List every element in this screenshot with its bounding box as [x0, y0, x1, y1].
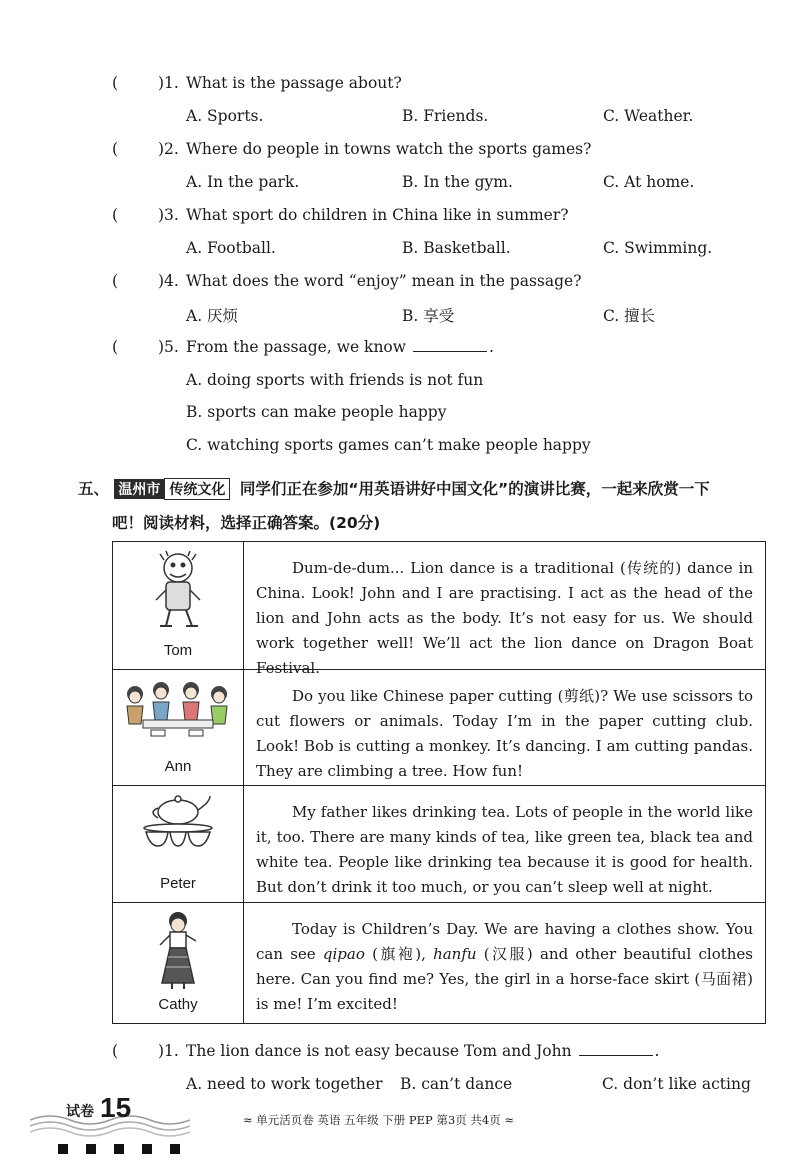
passage-text: Dum-de-dum... Lion dance is a traditional (传统的) dance in China. Look! John and I are practising. I act as the head of the lion and John acts as the body. It’s not easy for us. We should work together well! We’ll act the lion dance on Dragon Boat Festival. [256, 559, 753, 677]
question-text: Where do people in towns watch the sports games? [186, 140, 592, 158]
picture-cell [113, 670, 244, 785]
speaker-name: Tom [163, 642, 193, 659]
answer-paren: ( [112, 206, 119, 224]
option-c: C. don’t like acting [602, 1075, 751, 1093]
picture-cell [113, 903, 244, 1023]
answer-paren: ( [112, 272, 119, 290]
picture-cell [113, 542, 244, 669]
passage-text: Do you like Chinese paper cutting (剪纸)? We use scissors to cut flowers or animals. Today I’m in the paper cutting club. Look! Bob is cutting a monkey. It’s dancing. I am cutting pandas. They are climbing a tree. How fun! [256, 687, 753, 780]
section-heading [78, 477, 710, 500]
option-b: B. 享受 [402, 307, 455, 325]
speaker-name: Peter [160, 875, 196, 892]
table-row [113, 542, 765, 677]
speaker-name: Cathy [158, 996, 198, 1013]
option-b: B. In the gym. [402, 173, 513, 191]
option-a: A. doing sports with friends is not fun [186, 371, 484, 389]
city-tag: 温州市 [114, 479, 164, 499]
question-number: )4. [158, 272, 179, 290]
question-number: )2. [158, 140, 179, 158]
section-intro-line2: 吧！阅读材料，选择正确答案。(20分) [112, 514, 381, 532]
answer-blank[interactable] [413, 338, 487, 352]
table-row [113, 786, 765, 903]
teapot-illustration [138, 794, 218, 854]
option-c: C. Swimming. [603, 239, 713, 257]
question-text: From the passage, we know [186, 338, 407, 356]
question-number: )5. [158, 338, 179, 356]
answer-paren: ( [112, 1042, 119, 1060]
question-end: . [488, 338, 494, 356]
question-text: What is the passage about? [186, 74, 402, 92]
hanfu-term: hanfu [433, 945, 477, 963]
marker-square [170, 1144, 180, 1154]
footer-label: 试卷 [66, 1103, 94, 1119]
option-a: A. Sports. [186, 107, 264, 125]
marker-square [142, 1144, 152, 1154]
culture-tag: 传统文化 [164, 478, 230, 500]
section-intro: 同学们正在参加“用英语讲好中国文化”的演讲比赛，一起来欣赏一下 [239, 480, 710, 498]
question-text: What sport do children in China like in summer? [186, 206, 569, 224]
option-c: C. At home. [603, 173, 695, 191]
lion-dance-illustration [148, 550, 208, 632]
option-a: A. Football. [186, 239, 276, 257]
option-c: C. Weather. [603, 107, 694, 125]
footer-info: ≈ 单元活页卷 英语 五年级 下册 PEP 第3页 共4页 ≈ [243, 1113, 515, 1127]
answer-paren: ( [112, 338, 119, 356]
question-number: )3. [158, 206, 179, 224]
option-a: A. 厌烦 [186, 307, 239, 325]
table-row [113, 670, 765, 786]
reading-table [112, 541, 766, 1024]
table-row [113, 903, 765, 1023]
section-number: 五、 [78, 480, 110, 498]
passage-text: My father likes drinking tea. Lots of people in the world like it, too. There are many kinds of tea, like green tea, black tea and white tea. People like drinking tea because it is good for health. But don’t drink it too much, or you can’t sleep well at night. [256, 803, 753, 896]
answer-paren: ( [112, 74, 119, 92]
question-number: )1. [158, 1042, 179, 1060]
answer-paren: ( [112, 140, 119, 158]
page-footer [0, 1092, 800, 1158]
option-a: A. In the park. [186, 173, 300, 191]
passage-text: Today is Children’s Day. We are having a clothes show. You can see qipao (旗袍), hanfu (汉服) and other beautiful clothes here. Can you find me? Yes, the girl in a horse-face skirt (马面裙) is me! I’m excited! [256, 920, 753, 1013]
qipao-term: qipao [322, 945, 365, 963]
option-a: A. need to work together [186, 1075, 383, 1093]
picture-cell [113, 786, 244, 902]
marker-square [114, 1144, 124, 1154]
hanfu-girl-illustration [154, 911, 202, 991]
speaker-name: Ann [164, 758, 192, 775]
paper-cutting-illustration [121, 678, 235, 740]
option-b: B. can’t dance [400, 1075, 513, 1093]
marker-square [86, 1144, 96, 1154]
marker-square [58, 1144, 68, 1154]
question-text: What does the word “enjoy” mean in the passage? [186, 272, 582, 290]
question-end: . [654, 1042, 660, 1060]
option-c: C. watching sports games can’t make people happy [186, 436, 591, 454]
question-number: )1. [158, 74, 179, 92]
option-b: B. sports can make people happy [186, 403, 447, 421]
option-c: C. 擅长 [603, 307, 656, 325]
question-text: The lion dance is not easy because Tom and John [186, 1042, 572, 1060]
option-b: B. Basketball. [402, 239, 511, 257]
answer-blank[interactable] [579, 1042, 653, 1056]
footer-page-number: 15 [100, 1092, 132, 1123]
option-b: B. Friends. [402, 107, 489, 125]
